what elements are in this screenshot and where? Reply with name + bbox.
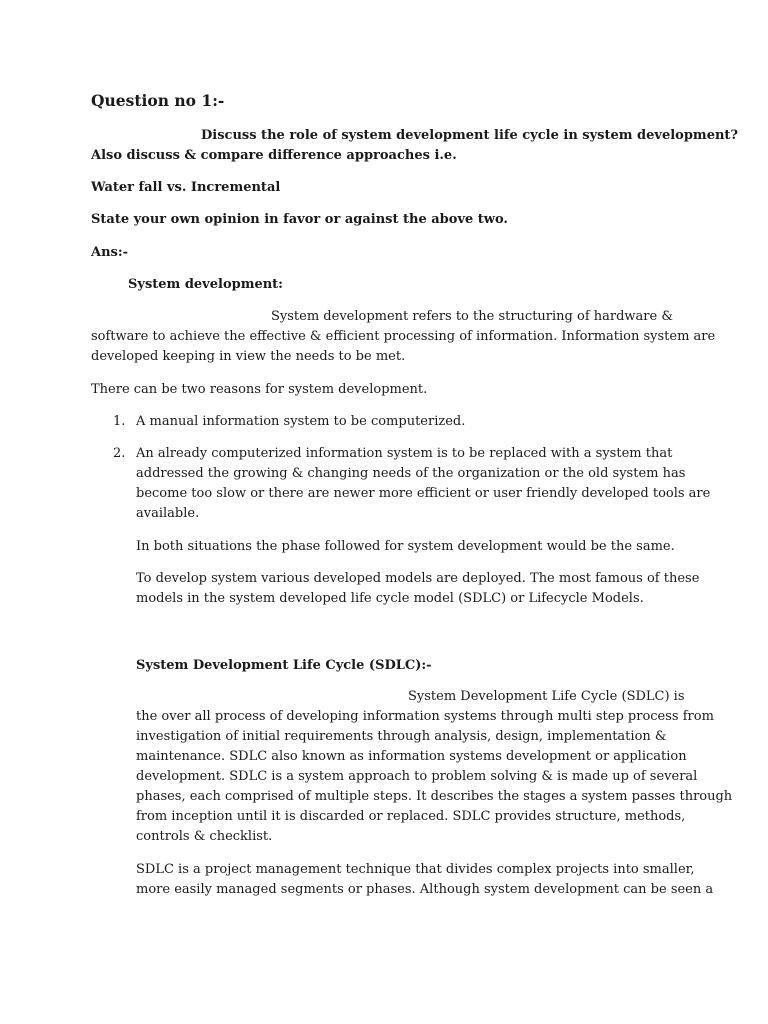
sdlc2-line-2: more easily managed segments or phases. Although system development can be seen a [136, 882, 714, 897]
question-line-3: Water fall vs. Incremental [91, 180, 281, 195]
section1-line-2: software to achieve the effective & efficient processing of information. Information system are [91, 329, 716, 344]
models-line-1: To develop system various developed models are deployed. The most famous of these [136, 571, 700, 586]
section-heading-system-development: System development: [128, 277, 283, 292]
sdlc-line-2: the over all process of developing information systems through multi step process from [136, 709, 714, 724]
list-item-2-number: 2. [113, 446, 126, 461]
sdlc-line-7: from inception until it is discarded or replaced. SDLC provides structure, methods, [136, 809, 686, 824]
sdlc-line-6: phases, each comprised of multiple steps. It describes the stages a system passes through [136, 789, 733, 804]
list-item-2-line-4: available. [136, 506, 200, 521]
sdlc-line-1: System Development Life Cycle (SDLC) is [408, 689, 685, 704]
answer-label: Ans:- [91, 245, 129, 260]
reasons-intro: There can be two reasons for system development. [91, 382, 428, 397]
sdlc2-line-1: SDLC is a project management technique that divides complex projects into smaller, [136, 862, 695, 877]
list-item-2-line-3: become too slow or there are newer more efficient or user friendly developed tools are [136, 486, 711, 501]
list-item-2-line-2: addressed the growing & changing needs of the organization or the old system has [136, 466, 686, 481]
sdlc-line-8: controls & checklist. [136, 829, 273, 844]
question-line-4: State your own opinion in favor or against the above two. [91, 212, 508, 227]
models-line-2: models in the system developed life cycle model (SDLC) or Lifecycle Models. [136, 591, 644, 606]
sdlc-line-3: investigation of initial requirements through analysis, design, implementation & [136, 729, 667, 744]
section1-line-3: developed keeping in view the needs to be met. [91, 349, 406, 364]
both-situations-text: In both situations the phase followed for system development would be the same. [136, 539, 675, 554]
list-item-1-number: 1. [113, 414, 126, 429]
list-item-1-text: A manual information system to be computerized. [136, 414, 466, 429]
sdlc-line-4: maintenance. SDLC also known as information systems development or application [136, 749, 687, 764]
section-heading-sdlc: System Development Life Cycle (SDLC):- [136, 658, 432, 673]
question-heading: Question no 1:- [91, 91, 225, 110]
question-line-1: Discuss the role of system development life cycle in system development? [201, 128, 739, 143]
list-item-2-line-1: An already computerized information system is to be replaced with a system that [136, 446, 673, 461]
question-line-2: Also discuss & compare difference approaches i.e. [91, 148, 457, 163]
section1-line-1: System development refers to the structuring of hardware & [271, 309, 673, 324]
sdlc-line-5: development. SDLC is a system approach to problem solving & is made up of several [136, 769, 698, 784]
